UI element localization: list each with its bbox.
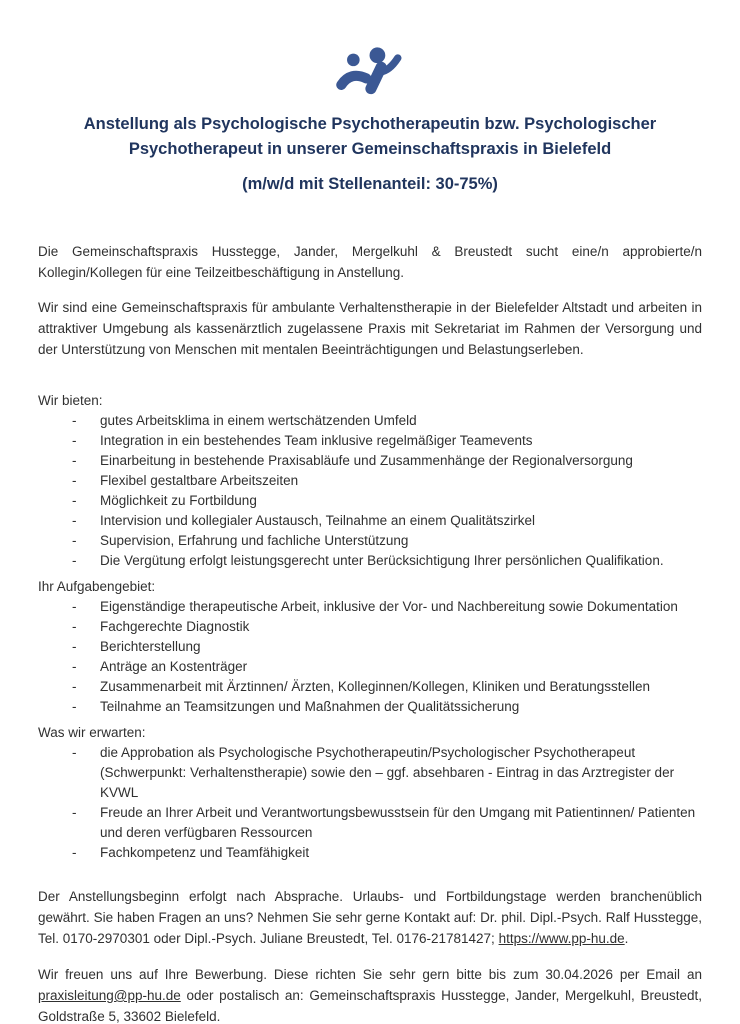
list-item: - die Approbation als Psychologische Psychotherapeutin/Psychologischer Psychotherapeut (Schwerpunkt: Verhaltenstherapie) sowie den – ggf. absehbaren - Eintrag in das Arztregister der KVWL [38, 743, 702, 803]
two-people-logo-icon [334, 46, 406, 96]
dash-bullet: - [72, 553, 77, 568]
list-item: - gutes Arbeitsklima in einem wertschätzenden Umfeld [38, 411, 702, 431]
page-title [38, 112, 702, 162]
section-heading-expectations: Was wir erwarten: [38, 725, 146, 740]
dash-bullet: - [72, 473, 77, 488]
contact-text-before-link: Der Anstellungsbeginn erfolgt nach Absprache. Urlaubs- und Fortbildungstage werden branchenüblich gewährt. Sie haben Fragen an uns? Nehmen Sie sehr gerne Kontakt auf: Dr. phil. Dipl.-Psych. Ralf Husstegge, Tel. 0170-2970301 oder Dipl.-Psych. Juliane Breustedt, Tel. 0176-21781427; [38, 889, 702, 946]
list-item: - Eigenständige therapeutische Arbeit, inklusive der Vor- und Nachbereitung sowie Dokumentation [38, 597, 702, 617]
dash-bullet: - [72, 679, 77, 694]
list-item: - Zusammenarbeit mit Ärztinnen/ Ärzten, Kolleginnen/Kollegen, Kliniken und Beratungsstellen [38, 677, 702, 697]
list-item: - Berichterstellung [38, 637, 702, 657]
dash-bullet: - [72, 619, 77, 634]
email-link[interactable]: praxisleitung@pp-hu.de [38, 988, 181, 1003]
page-title-line1: Anstellung als Psychologische Psychotherapeutin bzw. Psychologischer [83, 115, 657, 133]
website-link[interactable]: https://www.pp-hu.de [498, 931, 625, 946]
tasks-list [38, 597, 702, 717]
list-item: - Möglichkeit zu Fortbildung [38, 491, 702, 511]
dash-bullet: - [72, 599, 77, 614]
dash-bullet: - [72, 453, 77, 468]
offer-list [38, 411, 702, 571]
list-item: - Integration in ein bestehendes Team inklusive regelmäßiger Teamevents [38, 431, 702, 451]
application-paragraph [38, 964, 702, 1024]
list-item: - Einarbeitung in bestehende Praxisabläufe und Zusammenhänge der Regionalversorgung [38, 451, 702, 471]
dash-bullet: - [72, 533, 77, 548]
intro-paragraph-1: Die Gemeinschaftspraxis Husstegge, Jander, Mergelkuhl & Breustedt sucht eine/n approbierte/n Kollegin/Kollegen für eine Teilzeitbeschäftigung in Anstellung. [38, 244, 702, 280]
list-item: - Flexibel gestaltbare Arbeitszeiten [38, 471, 702, 491]
list-item: - Teilnahme an Teamsitzungen und Maßnahmen der Qualitätssicherung [38, 697, 702, 717]
list-item: - Freude an Ihrer Arbeit und Verantwortungsbewusstsein für den Umgang mit Patientinnen/ Patienten und deren verfügbaren Ressourcen [38, 803, 702, 843]
list-item: - Intervision und kollegialer Austausch, Teilnahme an einem Qualitätszirkel [38, 511, 702, 531]
list-item: - Fachkompetenz und Teamfähigkeit [38, 843, 702, 863]
dash-bullet: - [72, 639, 77, 654]
section-heading-offer: Wir bieten: [38, 393, 103, 408]
dash-bullet: - [72, 699, 77, 714]
contact-paragraph [38, 886, 702, 949]
dash-bullet: - [72, 413, 77, 428]
expectations-list [38, 743, 702, 863]
logo-container [38, 0, 702, 96]
page-title-line2: Psychotherapeut in unserer Gemeinschaftspraxis in Bielefeld [128, 140, 612, 158]
dash-bullet: - [72, 805, 77, 820]
dash-bullet: - [72, 513, 77, 528]
dash-bullet: - [72, 745, 77, 760]
dash-bullet: - [72, 433, 77, 448]
list-item: - Die Vergütung erfolgt leistungsgerecht unter Berücksichtigung Ihrer persönlichen Qualifikation. [38, 551, 702, 571]
dash-bullet: - [72, 845, 77, 860]
intro-paragraph-2: Wir sind eine Gemeinschaftspraxis für ambulante Verhaltenstherapie in der Bielefelder Altstadt und arbeiten in attraktiver Umgebung als kassenärztlich zugelassene Praxis mit Sekretariat im Rahmen der Versorgung und der Unterstützung von Menschen mit mentalen Beeinträchtigungen und Belastungserleben. [38, 300, 702, 357]
list-item: - Supervision, Erfahrung und fachliche Unterstützung [38, 531, 702, 551]
application-text-before-link: Wir freuen uns auf Ihre Bewerbung. Diese richten Sie sehr gern bitte bis zum 30.04.2026 per Email an [38, 967, 702, 982]
page-subtitle: (m/w/d mit Stellenanteil: 30-75%) [242, 175, 498, 193]
list-item: - Anträge an Kostenträger [38, 657, 702, 677]
list-item: - Fachgerechte Diagnostik [38, 617, 702, 637]
dash-bullet: - [72, 493, 77, 508]
section-heading-tasks: Ihr Aufgabengebiet: [38, 579, 156, 594]
contact-text-after-link: . [624, 931, 629, 946]
dash-bullet: - [72, 659, 77, 674]
application-text-after-link: oder postalisch an: Gemeinschaftspraxis Husstegge, Jander, Mergelkuhl, Breustedt, Goldstraße 5, 33602 Bielefeld. [38, 988, 702, 1024]
